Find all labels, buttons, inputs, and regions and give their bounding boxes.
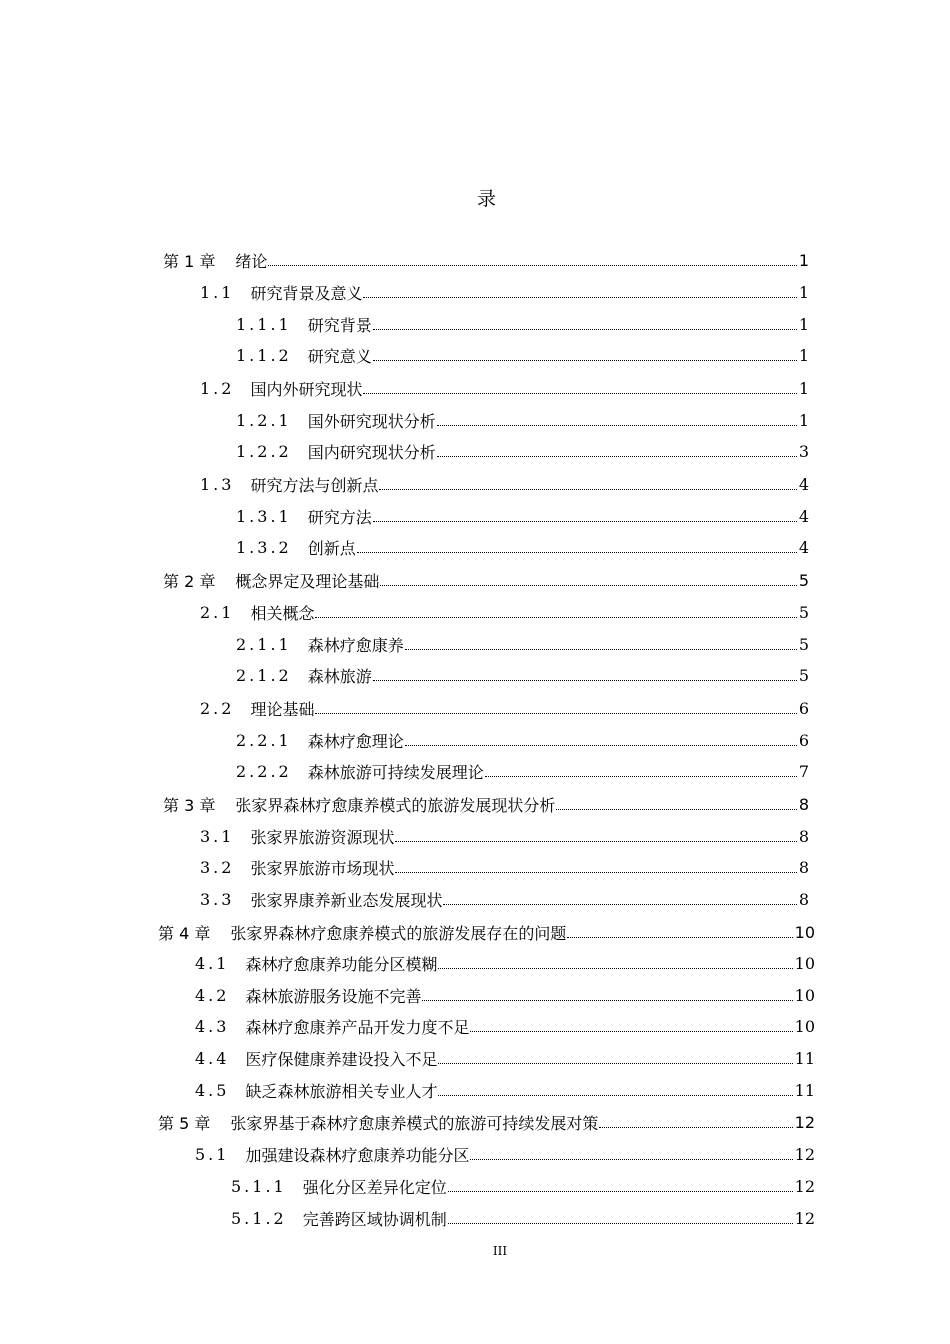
toc-entry-number: 1.2.1 bbox=[236, 410, 292, 430]
toc-entry[interactable] bbox=[200, 276, 809, 308]
dot-leader bbox=[363, 297, 796, 298]
dot-leader bbox=[373, 521, 797, 522]
toc-entry-title: 森林旅游 bbox=[307, 666, 372, 686]
toc-entry-title: 国外研究现状分析 bbox=[307, 411, 436, 431]
toc-entry-number: 第 2 章 bbox=[163, 571, 216, 591]
toc-entry[interactable] bbox=[163, 244, 809, 276]
toc-entry-title: 相关概念 bbox=[250, 603, 315, 623]
toc-entry-number: 5.1.1 bbox=[231, 1176, 287, 1196]
toc-entry-title: 概念界定及理论基础 bbox=[235, 571, 380, 591]
dot-leader bbox=[599, 1127, 792, 1128]
toc-entry-title: 研究方法 bbox=[307, 507, 372, 527]
toc-entry-title: 研究意义 bbox=[307, 346, 372, 366]
toc-entry-page: 6 bbox=[798, 698, 809, 718]
toc-entry[interactable] bbox=[236, 755, 809, 787]
toc-entry-title: 强化分区差异化定位 bbox=[302, 1177, 447, 1197]
dot-leader bbox=[363, 393, 796, 394]
toc-entry-title: 创新点 bbox=[307, 538, 356, 558]
dot-leader bbox=[438, 1063, 792, 1064]
toc-entry-page: 8 bbox=[798, 857, 809, 877]
toc-entry-number: 第 1 章 bbox=[163, 251, 216, 271]
toc-entry-number: 1.1.2 bbox=[236, 345, 292, 365]
dot-leader bbox=[315, 617, 796, 618]
toc-entry-number: 2.1.2 bbox=[236, 665, 292, 685]
dot-leader bbox=[357, 552, 797, 553]
toc-entry[interactable] bbox=[231, 1202, 815, 1234]
toc-entry-title: 研究方法与创新点 bbox=[250, 475, 379, 495]
toc-entry-page: 11 bbox=[794, 1080, 815, 1100]
dot-leader bbox=[422, 1000, 792, 1001]
toc-entry-page: 12 bbox=[794, 1176, 815, 1196]
toc-entry-title: 张家界旅游资源现状 bbox=[250, 827, 395, 847]
toc-entry-title: 森林疗愈理论 bbox=[307, 731, 404, 751]
toc-entry[interactable] bbox=[200, 851, 809, 883]
dot-leader bbox=[405, 745, 797, 746]
toc-entry-page: 1 bbox=[798, 250, 809, 270]
toc-entry-title: 国内外研究现状 bbox=[250, 379, 363, 399]
dot-leader bbox=[443, 904, 796, 905]
toc-entry-page: 5 bbox=[798, 602, 809, 622]
toc-entry-page: 10 bbox=[794, 953, 815, 973]
toc-entry-page: 12 bbox=[794, 1208, 815, 1228]
dot-leader bbox=[470, 1159, 792, 1160]
toc-entry[interactable] bbox=[163, 788, 809, 820]
toc-entry-title: 研究背景 bbox=[307, 315, 372, 335]
toc-entry[interactable] bbox=[200, 372, 809, 404]
toc-entry-page: 7 bbox=[798, 761, 809, 781]
toc-entry-number: 3.3 bbox=[200, 889, 235, 909]
toc-entry-title: 完善跨区域协调机制 bbox=[302, 1209, 447, 1229]
dot-leader bbox=[485, 776, 797, 777]
toc-entry-number: 3.2 bbox=[200, 857, 235, 877]
toc-entry-page: 8 bbox=[798, 826, 809, 846]
dot-leader bbox=[438, 968, 792, 969]
dot-leader bbox=[438, 1095, 792, 1096]
toc-entry-page: 11 bbox=[794, 1048, 815, 1068]
toc-entry-title: 绪论 bbox=[235, 251, 268, 271]
dot-leader bbox=[268, 265, 796, 266]
toc-entry-page: 12 bbox=[794, 1144, 815, 1164]
toc-entry-page: 1 bbox=[798, 282, 809, 302]
toc-entry-page: 3 bbox=[798, 441, 809, 461]
toc-entry[interactable] bbox=[236, 531, 809, 563]
toc-entry-number: 4.5 bbox=[195, 1080, 230, 1100]
toc-entry-page: 5 bbox=[798, 634, 809, 654]
toc-entry-page: 4 bbox=[798, 506, 809, 526]
toc-entry[interactable] bbox=[195, 1138, 815, 1170]
toc-entry[interactable] bbox=[200, 820, 809, 852]
toc-entry-page: 1 bbox=[798, 314, 809, 334]
toc-entry[interactable] bbox=[200, 692, 809, 724]
toc-entry-title: 理论基础 bbox=[250, 699, 315, 719]
toc-entry-number: 4.1 bbox=[195, 953, 230, 973]
toc-entry[interactable] bbox=[236, 724, 809, 756]
dot-leader bbox=[373, 360, 797, 361]
dot-leader bbox=[379, 489, 796, 490]
toc-entry-number: 第 4 章 bbox=[158, 923, 211, 943]
toc-entry-number: 3.1 bbox=[200, 826, 235, 846]
toc-entry[interactable] bbox=[236, 404, 809, 436]
toc-entry-number: 第 3 章 bbox=[163, 795, 216, 815]
dot-leader bbox=[470, 1031, 792, 1032]
toc-entry-title: 森林疗愈康养功能分区模糊 bbox=[245, 954, 438, 974]
toc-entry-title: 医疗保健康养建设投入不足 bbox=[245, 1049, 438, 1069]
dot-leader bbox=[437, 425, 797, 426]
toc-entry[interactable] bbox=[195, 1010, 815, 1042]
toc-entry-page: 10 bbox=[794, 922, 815, 942]
page-number: III bbox=[492, 1244, 508, 1258]
toc-entry-number: 4.2 bbox=[195, 985, 230, 1005]
toc-entry-title: 缺乏森林旅游相关专业人才 bbox=[245, 1081, 438, 1101]
toc-entry-page: 8 bbox=[798, 889, 809, 909]
toc-entry-page: 10 bbox=[794, 985, 815, 1005]
dot-leader bbox=[395, 841, 796, 842]
toc-entry-title: 张家界基于森林疗愈康养模式的旅游可持续发展对策 bbox=[230, 1113, 599, 1133]
toc-entry-page: 12 bbox=[794, 1112, 815, 1132]
toc-entry[interactable] bbox=[236, 339, 809, 371]
toc-entry-number: 2.1 bbox=[200, 602, 235, 622]
toc-entry[interactable] bbox=[158, 916, 815, 948]
dot-leader bbox=[373, 680, 797, 681]
toc-entry-number: 第 5 章 bbox=[158, 1113, 211, 1133]
dot-leader bbox=[405, 649, 797, 650]
dot-leader bbox=[567, 937, 792, 938]
toc-entry[interactable] bbox=[236, 500, 809, 532]
toc-entry-number: 2.2 bbox=[200, 698, 235, 718]
toc-entry-title: 张家界旅游市场现状 bbox=[250, 858, 395, 878]
toc-entry-number: 2.2.2 bbox=[236, 761, 292, 781]
toc-entry-title: 张家界森林疗愈康养模式的旅游发展现状分析 bbox=[235, 795, 556, 815]
toc-entry-number: 1.1 bbox=[200, 282, 235, 302]
toc-entry[interactable] bbox=[236, 628, 809, 660]
toc-entry-page: 4 bbox=[798, 474, 809, 494]
toc-entry[interactable] bbox=[200, 468, 809, 500]
toc-entry-number: 4.4 bbox=[195, 1048, 230, 1068]
toc-entry-number: 1.3 bbox=[200, 474, 235, 494]
toc-entry-number: 1.2 bbox=[200, 378, 235, 398]
toc-entry-title: 研究背景及意义 bbox=[250, 283, 363, 303]
toc-entry-number: 2.2.1 bbox=[236, 730, 292, 750]
toc-entry-title: 森林疗愈康养产品开发力度不足 bbox=[245, 1017, 470, 1037]
dot-leader bbox=[380, 585, 796, 586]
toc-entry[interactable] bbox=[195, 947, 815, 979]
toc-entry-number: 5.1 bbox=[195, 1144, 230, 1164]
toc-entry-title: 森林旅游可持续发展理论 bbox=[307, 762, 484, 782]
toc-entry-number: 4.3 bbox=[195, 1016, 230, 1036]
toc-entry[interactable] bbox=[231, 1170, 815, 1202]
toc-entry-number: 1.3.1 bbox=[236, 506, 292, 526]
toc-entry-page: 1 bbox=[798, 378, 809, 398]
toc-entry-page: 5 bbox=[798, 665, 809, 685]
toc-entry[interactable] bbox=[163, 564, 809, 596]
toc-entry-number: 1.1.1 bbox=[236, 314, 292, 334]
toc-entry-number: 1.2.2 bbox=[236, 441, 292, 461]
toc-entry-title: 森林疗愈康养 bbox=[307, 635, 404, 655]
toc-entry[interactable] bbox=[236, 435, 809, 467]
dot-leader bbox=[395, 872, 796, 873]
toc-entry-number: 1.3.2 bbox=[236, 537, 292, 557]
toc-entry-title: 张家界康养新业态发展现状 bbox=[250, 890, 443, 910]
toc-entry-title: 国内研究现状分析 bbox=[307, 442, 436, 462]
toc-entry[interactable] bbox=[200, 883, 809, 915]
toc-entry-page: 1 bbox=[798, 345, 809, 365]
toc-entry-page: 4 bbox=[798, 537, 809, 557]
toc-entry-title: 森林旅游服务设施不完善 bbox=[245, 986, 422, 1006]
page-title: 录 bbox=[476, 188, 496, 210]
toc-entry[interactable] bbox=[236, 308, 809, 340]
toc-entry[interactable] bbox=[195, 1074, 815, 1106]
dot-leader bbox=[448, 1223, 793, 1224]
toc-entry-number: 5.1.2 bbox=[231, 1208, 287, 1228]
toc-entry[interactable] bbox=[158, 1106, 815, 1138]
toc-entry[interactable] bbox=[195, 1042, 815, 1074]
toc-entry-page: 8 bbox=[798, 794, 809, 814]
toc-entry-page: 6 bbox=[798, 730, 809, 750]
dot-leader bbox=[437, 456, 797, 457]
toc-entry-page: 10 bbox=[794, 1016, 815, 1036]
toc-entry[interactable] bbox=[195, 979, 815, 1011]
toc-entry-title: 加强建设森林疗愈康养功能分区 bbox=[245, 1145, 470, 1165]
toc-entry[interactable] bbox=[236, 659, 809, 691]
toc-entry[interactable] bbox=[200, 596, 809, 628]
dot-leader bbox=[373, 329, 797, 330]
toc-entry-page: 5 bbox=[798, 570, 809, 590]
dot-leader bbox=[315, 713, 796, 714]
dot-leader bbox=[448, 1191, 793, 1192]
toc-entry-number: 2.1.1 bbox=[236, 634, 292, 654]
dot-leader bbox=[556, 809, 796, 810]
toc-entry-page: 1 bbox=[798, 410, 809, 430]
toc-entry-title: 张家界森林疗愈康养模式的旅游发展存在的问题 bbox=[230, 923, 567, 943]
